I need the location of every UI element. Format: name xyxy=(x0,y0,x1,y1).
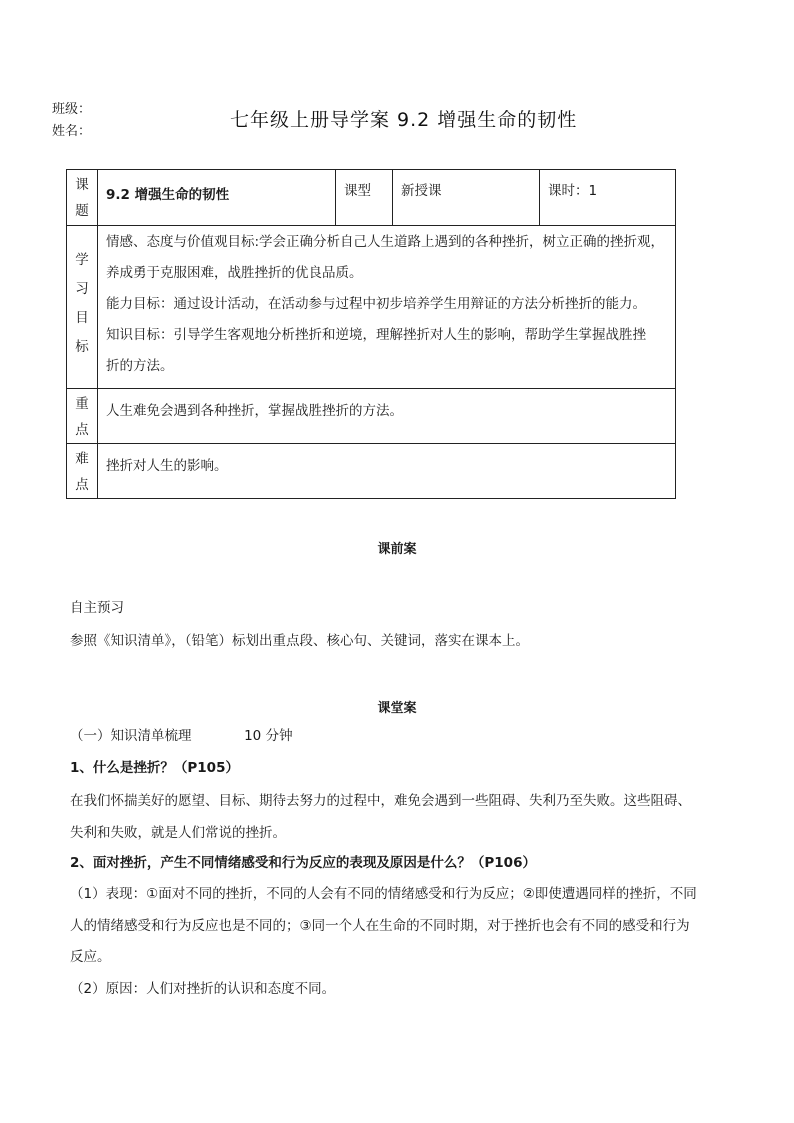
topic-row xyxy=(67,170,676,226)
goals-label: 学 习 目 标 xyxy=(67,226,98,389)
difficult-point-label: 难 点 xyxy=(67,444,98,499)
lesson-type-value: 新授课 xyxy=(393,170,540,226)
pre-class-sub: 自主预习 xyxy=(70,600,124,616)
goal-line: 折的方法。 xyxy=(106,358,174,374)
answer-line: 反应。 xyxy=(70,949,111,965)
key-point-row xyxy=(67,389,676,444)
question-2-answer xyxy=(70,879,730,1005)
part1-line xyxy=(70,721,730,751)
difficult-point-row xyxy=(67,444,676,499)
part1-label: （一）知识清单梳理 xyxy=(70,728,192,744)
topic-value: 9.2 增强生命的韧性 xyxy=(98,170,336,226)
question-1-answer xyxy=(70,786,730,849)
answer-line: （2）原因：人们对挫折的认识和态度不同。 xyxy=(70,980,336,997)
answer-line: 在我们怀揣美好的愿望、目标、期待去努力的过程中，难免会遇到一些阻碍、失利乃至失败。这些阻碍、 xyxy=(70,793,691,809)
goal-line: 知识目标：引导学生客观地分析挫折和逆境，理解挫折对人生的影响，帮助学生掌握战胜挫 xyxy=(106,327,646,343)
key-point-text: 人生难免会遇到各种挫折，掌握战胜挫折的方法。 xyxy=(98,389,676,444)
goal-line: 能力目标：通过设计活动，在活动参与过程中初步培养学生用辩证的方法分析挫折的能力。 xyxy=(106,296,646,312)
page-title: 七年级上册导学案 9.2 增强生命的韧性 xyxy=(230,109,578,131)
lesson-info-table xyxy=(66,169,676,499)
lesson-type-label: 课型 xyxy=(336,170,393,226)
name-label: 姓名： xyxy=(52,124,92,139)
goals-content xyxy=(98,226,676,389)
part1-time: 10 分钟 xyxy=(244,728,293,744)
class-label: 班级： xyxy=(52,102,92,117)
question-2-title: 2、面对挫折，产生不同情绪感受和行为反应的表现及原因是什么？（P106） xyxy=(70,855,536,871)
goals-row xyxy=(67,226,676,389)
answer-line: 失利和失败，就是人们常说的挫折。 xyxy=(70,824,286,841)
in-class-heading: 课堂案 xyxy=(377,701,417,716)
question-1-title: 1、什么是挫折？（P105） xyxy=(70,760,239,776)
answer-line: （1）表现：①面对不同的挫折，不同的人会有不同的情绪感受和行为反应；②即使遭遇同样的挫折，不同 xyxy=(70,886,697,902)
answer-line: 人的情绪感受和行为反应也是不同的；③同一个人在生命的不同时期，对于挫折也会有不同的感受和行为 xyxy=(70,917,690,934)
pre-class-text: 参照《知识清单》，（铅笔）标划出重点段、核心句、关键词，落实在课本上。 xyxy=(70,633,529,649)
goal-line: 情感、态度与价值观目标:学会正确分析自己人生道路上遇到的各种挫折，树立正确的挫折观， xyxy=(106,234,665,250)
pre-class-heading: 课前案 xyxy=(377,542,417,557)
key-point-label: 重 点 xyxy=(67,389,98,444)
topic-label: 课 题 xyxy=(67,170,98,226)
goal-line: 养成勇于克服困难，战胜挫折的优良品质。 xyxy=(106,265,363,281)
lesson-period: 课时：1 xyxy=(540,170,676,226)
difficult-point-text: 挫折对人生的影响。 xyxy=(98,444,676,499)
